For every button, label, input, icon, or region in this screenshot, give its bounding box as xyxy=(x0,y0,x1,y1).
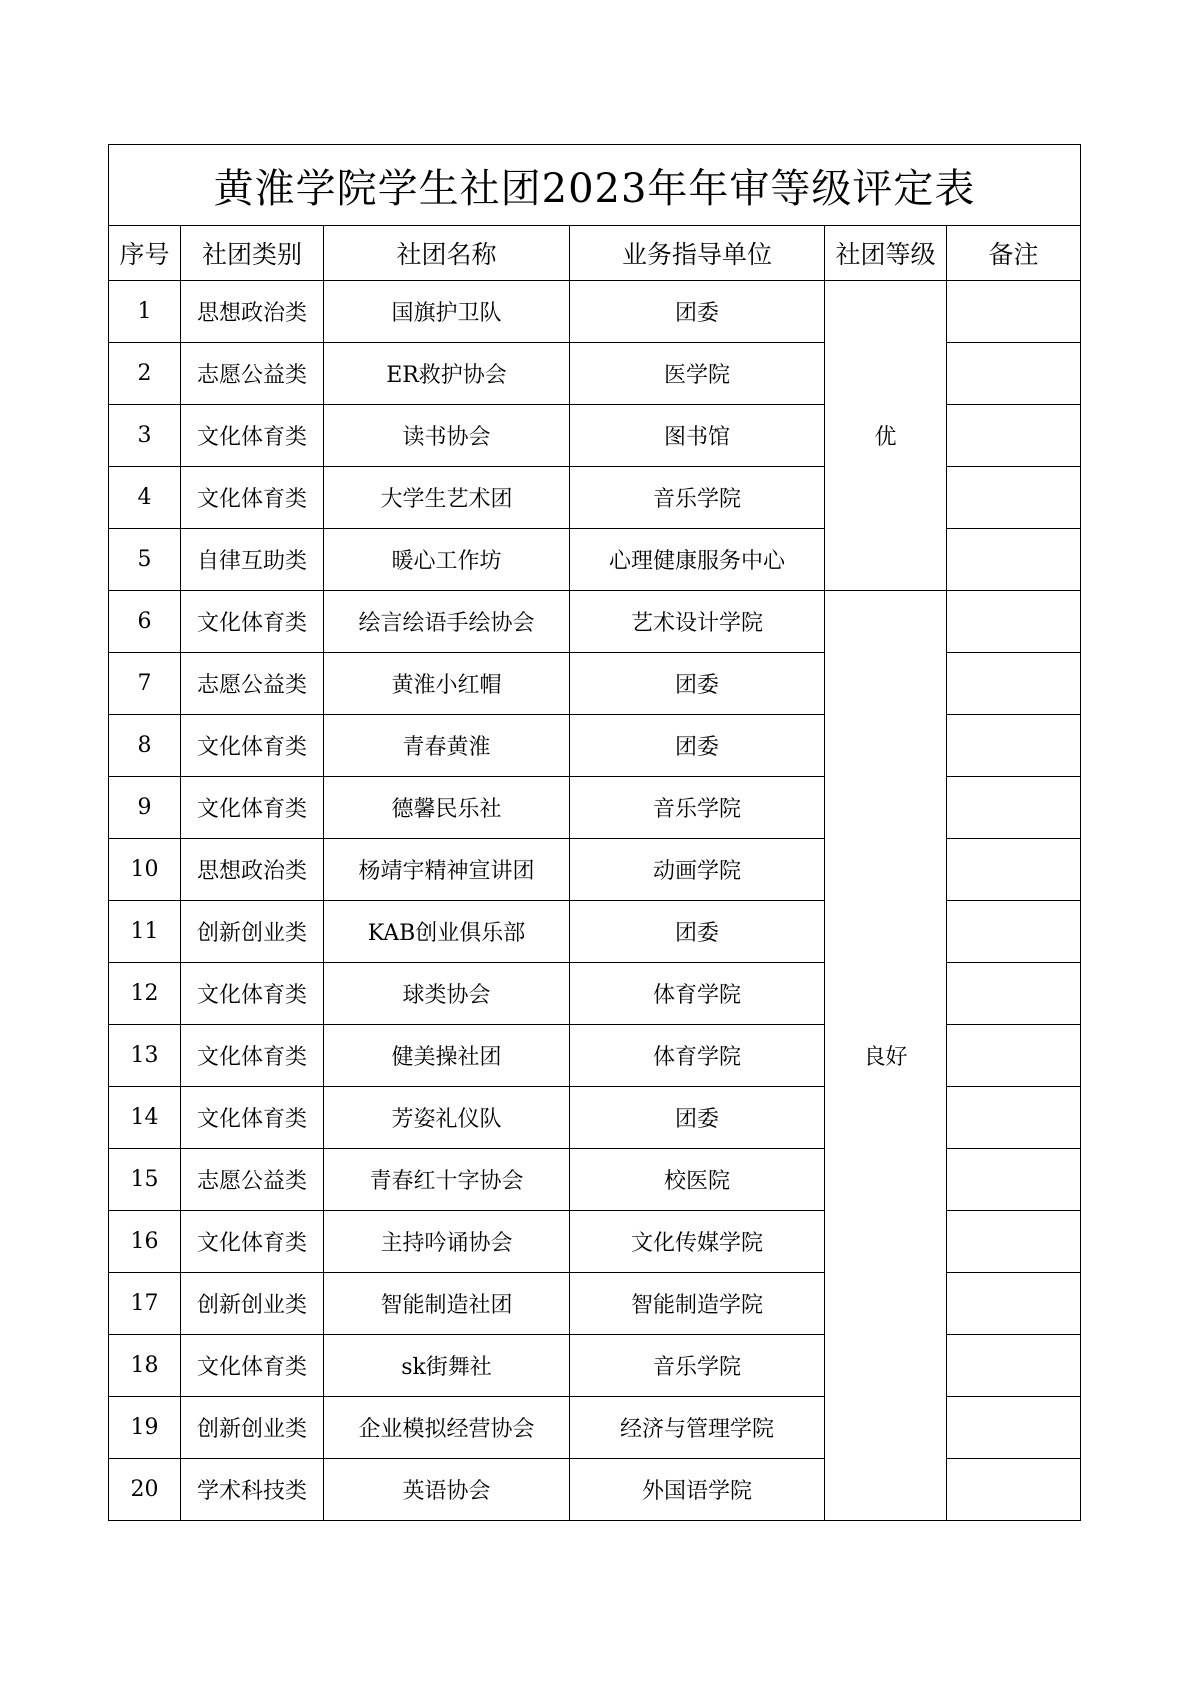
row-category: 文化体育类 xyxy=(181,591,324,653)
row-index: 20 xyxy=(109,1459,181,1521)
row-name: KAB创业俱乐部 xyxy=(324,901,570,963)
row-category: 文化体育类 xyxy=(181,1211,324,1273)
row-note xyxy=(947,1459,1081,1521)
row-note xyxy=(947,591,1081,653)
row-note xyxy=(947,529,1081,591)
row-unit: 文化传媒学院 xyxy=(570,1211,825,1273)
row-unit: 外国语学院 xyxy=(570,1459,825,1521)
row-unit: 智能制造学院 xyxy=(570,1273,825,1335)
row-category: 思想政治类 xyxy=(181,281,324,343)
header-unit: 业务指导单位 xyxy=(570,226,825,281)
row-name: 绘言绘语手绘协会 xyxy=(324,591,570,653)
row-note xyxy=(947,1149,1081,1211)
row-category: 文化体育类 xyxy=(181,963,324,1025)
row-index: 19 xyxy=(109,1397,181,1459)
row-index: 10 xyxy=(109,839,181,901)
row-index: 8 xyxy=(109,715,181,777)
header-row xyxy=(109,226,1081,281)
table-row xyxy=(109,591,1081,653)
row-category: 文化体育类 xyxy=(181,1087,324,1149)
row-name: 大学生艺术团 xyxy=(324,467,570,529)
table-title: 黄淮学院学生社团2023年年审等级评定表 xyxy=(109,145,1081,226)
row-category: 志愿公益类 xyxy=(181,343,324,405)
row-unit: 医学院 xyxy=(570,343,825,405)
header-category: 社团类别 xyxy=(181,226,324,281)
row-category: 自律互助类 xyxy=(181,529,324,591)
row-note xyxy=(947,1087,1081,1149)
row-note xyxy=(947,1025,1081,1087)
row-category: 文化体育类 xyxy=(181,715,324,777)
row-name: 国旗护卫队 xyxy=(324,281,570,343)
row-unit: 团委 xyxy=(570,653,825,715)
table-body xyxy=(109,281,1081,1521)
row-note xyxy=(947,1211,1081,1273)
row-index: 11 xyxy=(109,901,181,963)
row-note xyxy=(947,839,1081,901)
row-index: 3 xyxy=(109,405,181,467)
row-note xyxy=(947,343,1081,405)
row-unit: 动画学院 xyxy=(570,839,825,901)
row-category: 思想政治类 xyxy=(181,839,324,901)
row-category: 创新创业类 xyxy=(181,901,324,963)
row-name: ER救护协会 xyxy=(324,343,570,405)
row-unit: 艺术设计学院 xyxy=(570,591,825,653)
row-name: 英语协会 xyxy=(324,1459,570,1521)
row-note xyxy=(947,715,1081,777)
row-unit: 音乐学院 xyxy=(570,1335,825,1397)
row-note xyxy=(947,1397,1081,1459)
row-unit: 心理健康服务中心 xyxy=(570,529,825,591)
row-index: 1 xyxy=(109,281,181,343)
row-name: 企业模拟经营协会 xyxy=(324,1397,570,1459)
row-unit: 音乐学院 xyxy=(570,467,825,529)
row-category: 学术科技类 xyxy=(181,1459,324,1521)
row-category: 志愿公益类 xyxy=(181,653,324,715)
row-unit: 团委 xyxy=(570,901,825,963)
row-grade: 优 xyxy=(825,281,947,591)
header-note: 备注 xyxy=(947,226,1081,281)
row-index: 5 xyxy=(109,529,181,591)
row-category: 文化体育类 xyxy=(181,467,324,529)
row-index: 15 xyxy=(109,1149,181,1211)
row-name: 健美操社团 xyxy=(324,1025,570,1087)
row-index: 17 xyxy=(109,1273,181,1335)
row-unit: 团委 xyxy=(570,281,825,343)
header-name: 社团名称 xyxy=(324,226,570,281)
row-index: 7 xyxy=(109,653,181,715)
row-category: 创新创业类 xyxy=(181,1273,324,1335)
row-category: 文化体育类 xyxy=(181,405,324,467)
row-name: 青春红十字协会 xyxy=(324,1149,570,1211)
row-index: 14 xyxy=(109,1087,181,1149)
row-note xyxy=(947,1335,1081,1397)
row-note xyxy=(947,777,1081,839)
row-unit: 体育学院 xyxy=(570,1025,825,1087)
row-unit: 体育学院 xyxy=(570,963,825,1025)
header-index: 序号 xyxy=(109,226,181,281)
row-unit: 校医院 xyxy=(570,1149,825,1211)
row-index: 6 xyxy=(109,591,181,653)
row-index: 9 xyxy=(109,777,181,839)
row-name: 芳姿礼仪队 xyxy=(324,1087,570,1149)
row-note xyxy=(947,467,1081,529)
row-category: 文化体育类 xyxy=(181,1025,324,1087)
row-grade: 良好 xyxy=(825,591,947,1521)
row-category: 志愿公益类 xyxy=(181,1149,324,1211)
row-note xyxy=(947,1273,1081,1335)
row-note xyxy=(947,281,1081,343)
row-name: 读书协会 xyxy=(324,405,570,467)
row-name: 主持吟诵协会 xyxy=(324,1211,570,1273)
row-note xyxy=(947,405,1081,467)
row-unit: 团委 xyxy=(570,715,825,777)
row-note xyxy=(947,901,1081,963)
row-name: 智能制造社团 xyxy=(324,1273,570,1335)
row-unit: 经济与管理学院 xyxy=(570,1397,825,1459)
row-index: 13 xyxy=(109,1025,181,1087)
evaluation-table xyxy=(108,144,1081,1521)
row-note xyxy=(947,653,1081,715)
row-name: 暖心工作坊 xyxy=(324,529,570,591)
row-category: 文化体育类 xyxy=(181,777,324,839)
row-category: 文化体育类 xyxy=(181,1335,324,1397)
row-unit: 图书馆 xyxy=(570,405,825,467)
row-name: 青春黄淮 xyxy=(324,715,570,777)
table-row xyxy=(109,281,1081,343)
row-name: 球类协会 xyxy=(324,963,570,1025)
row-unit: 音乐学院 xyxy=(570,777,825,839)
row-note xyxy=(947,963,1081,1025)
row-name: 杨靖宇精神宣讲团 xyxy=(324,839,570,901)
row-category: 创新创业类 xyxy=(181,1397,324,1459)
row-index: 12 xyxy=(109,963,181,1025)
row-name: 德馨民乐社 xyxy=(324,777,570,839)
row-index: 18 xyxy=(109,1335,181,1397)
row-unit: 团委 xyxy=(570,1087,825,1149)
header-grade: 社团等级 xyxy=(825,226,947,281)
row-index: 4 xyxy=(109,467,181,529)
row-name: 黄淮小红帽 xyxy=(324,653,570,715)
row-index: 2 xyxy=(109,343,181,405)
row-name: sk街舞社 xyxy=(324,1335,570,1397)
row-index: 16 xyxy=(109,1211,181,1273)
